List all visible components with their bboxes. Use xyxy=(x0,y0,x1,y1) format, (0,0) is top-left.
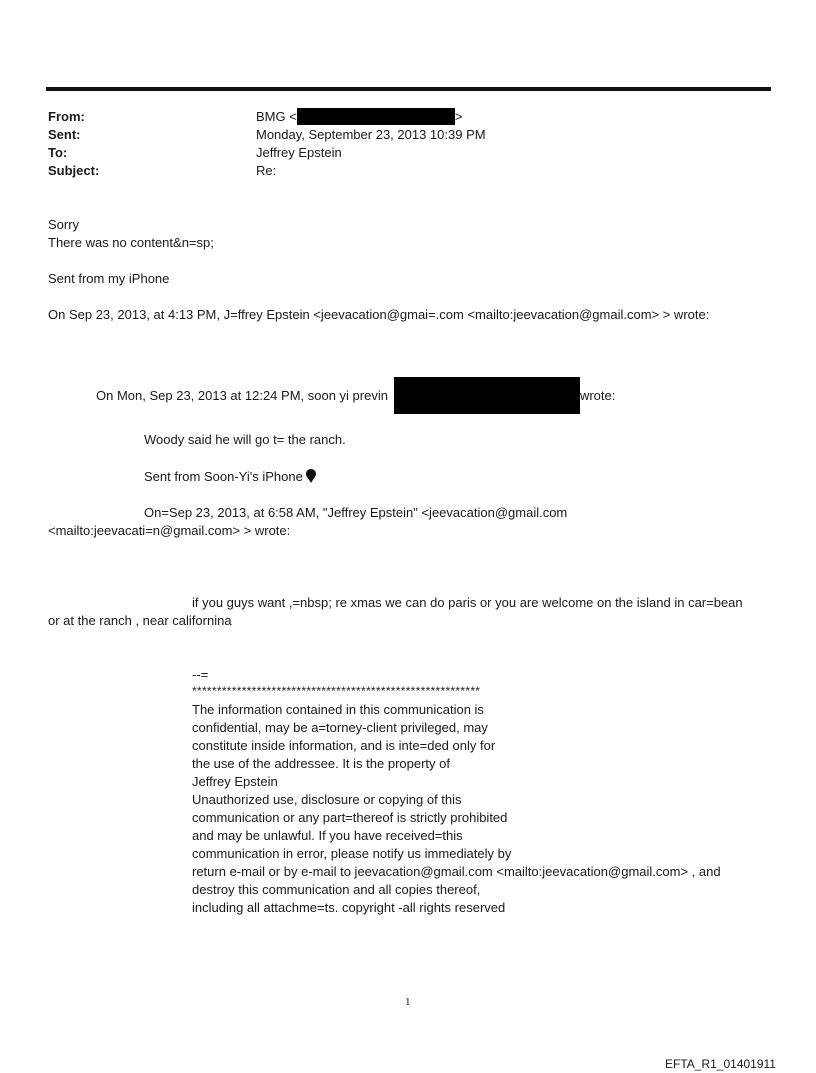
pin-icon xyxy=(306,469,316,483)
to-label: To: xyxy=(48,145,68,160)
disclaimer-separator: --= xyxy=(192,667,209,682)
disclaimer-line: and may be unlawful. If you have received=this xyxy=(192,828,463,843)
disclaimer-line: including all attachme=ts. copyright -all rights reserved xyxy=(192,900,506,915)
disclaimer-line: constitute inside information, and is inte=ded only for xyxy=(192,738,496,753)
redacted-email xyxy=(297,108,455,125)
disclaimer-line: return e-mail or by e-mail to jeevacation@gmail.com <mailto:jeevacation@gmail.com> , and xyxy=(192,864,721,879)
disclaimer-line: communication in error, please notify us immediately by xyxy=(192,846,512,861)
from-value-text: BMG < xyxy=(256,109,297,124)
to-value: Jeffrey Epstein xyxy=(256,145,342,160)
disclaimer-line: destroy this communication and all copies thereof, xyxy=(192,882,481,897)
disclaimer-line: confidential, may be a=torney-client privileged, may xyxy=(192,720,488,735)
sent-value: Monday, September 23, 2013 10:39 PM xyxy=(256,127,486,142)
from-value-end: > xyxy=(454,109,463,124)
subject-value: Re: xyxy=(256,163,277,178)
disclaimer-stars: ********************************************************** xyxy=(192,684,481,698)
sent-label: Sent: xyxy=(48,127,81,142)
quote1-intro-end: wrote: xyxy=(579,388,616,403)
quote2-line-a: if you guys want ,=nbsp; re xmas we can do paris or you are welcome on the island in car=bean xyxy=(192,595,743,610)
page-number: 1 xyxy=(405,996,411,1008)
subject-label: Subject: xyxy=(48,163,100,178)
redacted-sender xyxy=(394,377,580,414)
document-id: EFTA_R1_01401911 xyxy=(665,1057,776,1071)
disclaimer-line: communication or any part=thereof is strictly prohibited xyxy=(192,810,508,825)
disclaimer-line: the use of the addressee. It is the property of xyxy=(192,756,450,771)
from-label: From: xyxy=(48,109,85,124)
quote1-line-woody: Woody said he will go t= the ranch. xyxy=(144,432,346,447)
body-line-on-wrote: On Sep 23, 2013, at 4:13 PM, J=ffrey Epstein <jeevacation@gmai=.com <mailto:jeevacation@gmail.com> > wrote: xyxy=(48,307,710,322)
quote1-intro-text: On Mon, Sep 23, 2013 at 12:24 PM, soon yi previn xyxy=(96,388,388,403)
quote1-intro xyxy=(96,377,615,414)
quote1-line-on-a: On=Sep 23, 2013, at 6:58 AM, "Jeffrey Epstein" <jeevacation@gmail.com xyxy=(144,505,568,520)
disclaimer-line: Unauthorized use, disclosure or copying of this xyxy=(192,792,462,807)
quote1-line-sent-from xyxy=(144,469,316,484)
quote1-sent-from-text: Sent from Soon-Yi's iPhone xyxy=(144,469,303,484)
from-value xyxy=(256,109,462,125)
body-line-sent-from: Sent from my iPhone xyxy=(48,271,170,286)
body-line-sorry: Sorry xyxy=(48,217,80,232)
quote1-line-on-b: <mailto:jeevacati=n@gmail.com> > wrote: xyxy=(48,523,291,538)
body-line-no-content: There was no content&n=sp; xyxy=(48,235,214,250)
disclaimer-line: Jeffrey Epstein xyxy=(192,774,278,789)
quote2-line-b: or at the ranch , near californina xyxy=(48,613,232,628)
header-rule xyxy=(46,87,771,91)
disclaimer-line: The information contained in this communication is xyxy=(192,702,484,717)
